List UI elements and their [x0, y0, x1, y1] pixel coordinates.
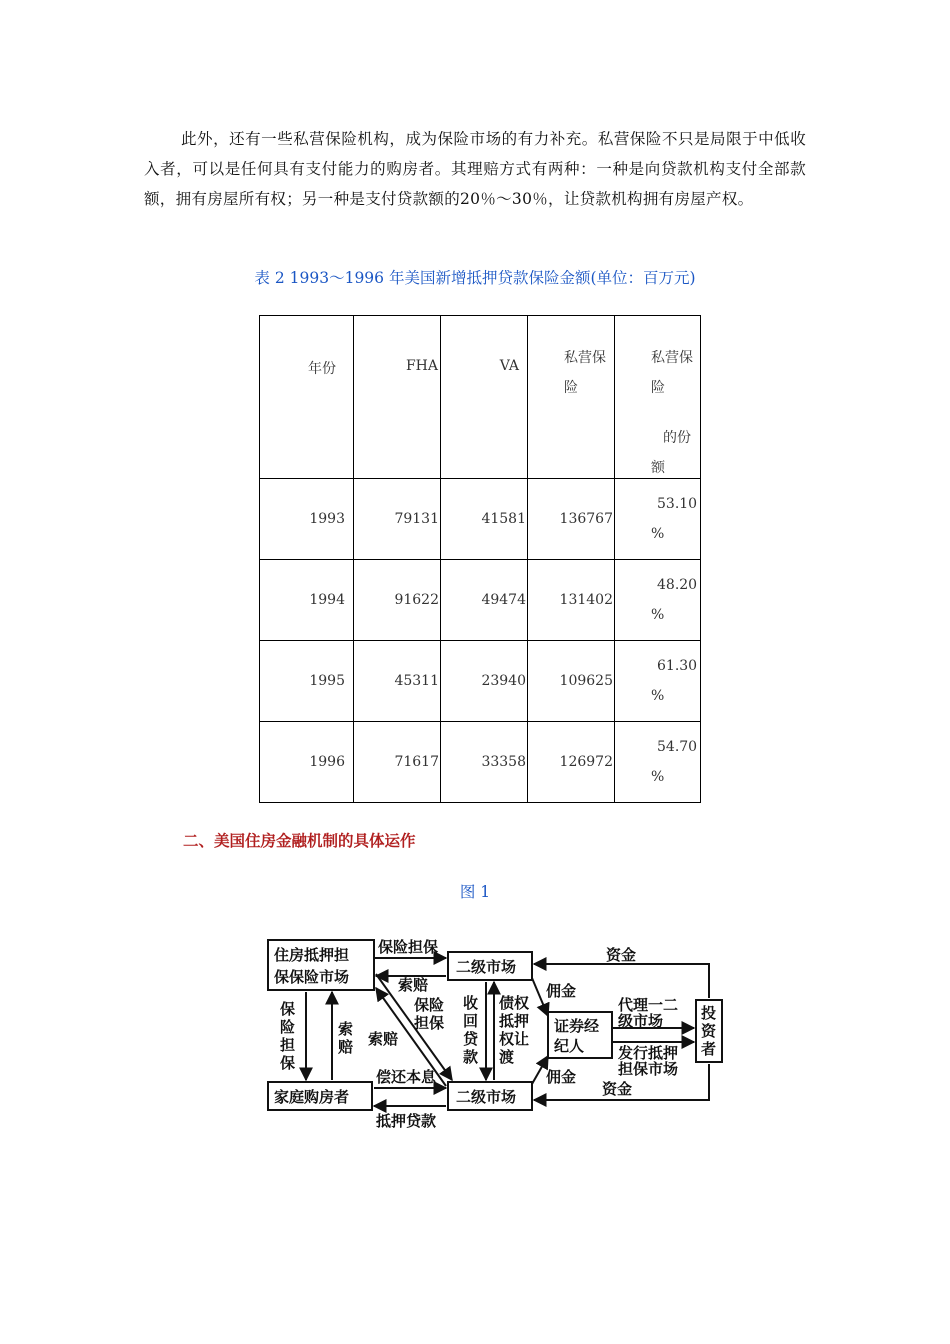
- label-investor-2: 资: [701, 1022, 717, 1040]
- table-row: [260, 479, 701, 560]
- label-diag-guar-2: 担保: [414, 1014, 445, 1032]
- cell-fha: 71617: [354, 722, 441, 803]
- header-year: 年份: [260, 316, 354, 479]
- label-guarantee-top: 保险担保: [378, 938, 439, 956]
- table-header-row: [260, 316, 701, 479]
- label-diag-claim: 索赔: [368, 1030, 399, 1048]
- cell-va: 49474: [441, 560, 528, 641]
- intro-paragraph: 此外，还有一些私营保险机构，成为保险市场的有力补充。私营保险不只是局限于中低收入者，可以是任何具有支付能力的购房者。其理赔方式有两种：一种是向贷款机构支付全部款额，拥有房屋所有权；另一种是支付贷款额的20％～30％，让贷款机构拥有房屋产权。: [144, 130, 806, 208]
- label-transfer-2: 抵押: [499, 1012, 530, 1030]
- label-ins-guar-1: 保: [280, 1000, 296, 1018]
- label-broker-2: 纪人: [554, 1037, 585, 1055]
- table-caption: 表 2 1993～1996 年美国新增抵押贷款保险金额(单位：百万元): [254, 269, 696, 287]
- label-issue-2: 担保市场: [618, 1060, 679, 1078]
- label-transfer-1: 债权: [499, 994, 530, 1012]
- label-recover-4: 款: [463, 1048, 479, 1066]
- label-claim-left-2: 赔: [338, 1038, 354, 1056]
- cell-year: 1994: [260, 560, 354, 641]
- cell-share: 61.30 %: [615, 641, 701, 722]
- table-row: [260, 560, 701, 641]
- label-issue-1: 发行抵押: [618, 1044, 679, 1062]
- label-insurance-2: 保保险市场: [274, 968, 350, 986]
- label-recover-1: 收: [463, 994, 479, 1012]
- table-row: [260, 722, 701, 803]
- cell-private: 131402: [528, 560, 615, 641]
- label-repay: 偿还本息: [376, 1068, 437, 1086]
- section-heading: 二、美国住房金融机制的具体运作: [183, 832, 416, 850]
- label-recover-3: 贷: [463, 1030, 479, 1048]
- cell-fha: 79131: [354, 479, 441, 560]
- label-agent-2: 级市场: [618, 1012, 664, 1030]
- label-secondary-bottom: 二级市场: [456, 1088, 517, 1106]
- cell-fha: 45311: [354, 641, 441, 722]
- cell-fha: 91622: [354, 560, 441, 641]
- header-va: VA: [441, 316, 528, 479]
- label-ins-guar-4: 保: [280, 1054, 296, 1072]
- label-agent-1: 代理一二: [618, 996, 679, 1014]
- header-share: 私营保 险 的份 额: [615, 316, 701, 479]
- label-mortgage: 抵押贷款: [376, 1112, 437, 1130]
- label-capital-bottom: 资金: [602, 1080, 633, 1098]
- cell-share: 48.20 %: [615, 560, 701, 641]
- cell-share: 53.10 %: [615, 479, 701, 560]
- table-row: [260, 641, 701, 722]
- label-insurance-1: 住房抵押担: [274, 946, 350, 964]
- label-transfer-3: 权让: [499, 1030, 530, 1048]
- cell-year: 1995: [260, 641, 354, 722]
- label-transfer-4: 渡: [499, 1048, 515, 1066]
- label-recover-2: 回: [463, 1012, 479, 1030]
- cell-private: 126972: [528, 722, 615, 803]
- cell-private: 109625: [528, 641, 615, 722]
- cell-year: 1993: [260, 479, 354, 560]
- label-claim-left-1: 索: [338, 1020, 354, 1038]
- label-household: 家庭购房者: [274, 1088, 350, 1106]
- cell-year: 1996: [260, 722, 354, 803]
- cell-va: 41581: [441, 479, 528, 560]
- label-commission-top: 佣金: [546, 982, 577, 1000]
- label-investor-3: 者: [701, 1040, 717, 1058]
- insurance-table: [259, 315, 701, 803]
- label-secondary-top: 二级市场: [456, 958, 517, 976]
- cell-private: 136767: [528, 479, 615, 560]
- header-fha: FHA: [354, 316, 441, 479]
- label-diag-guar-1: 保险: [414, 996, 445, 1014]
- header-private: 私营保 险: [528, 316, 615, 479]
- cell-share: 54.70 %: [615, 722, 701, 803]
- cell-va: 33358: [441, 722, 528, 803]
- label-claim-top: 索赔: [398, 976, 429, 994]
- label-broker-1: 证券经: [554, 1017, 600, 1035]
- housing-finance-diagram: [256, 930, 746, 1145]
- label-ins-guar-2: 险: [280, 1018, 296, 1036]
- figure-caption: 图 1: [459, 883, 491, 901]
- label-investor-1: 投: [701, 1004, 717, 1022]
- cell-va: 23940: [441, 641, 528, 722]
- label-commission-bottom: 佣金: [546, 1068, 577, 1086]
- label-ins-guar-3: 担: [280, 1036, 296, 1054]
- label-capital-top: 资金: [606, 946, 637, 964]
